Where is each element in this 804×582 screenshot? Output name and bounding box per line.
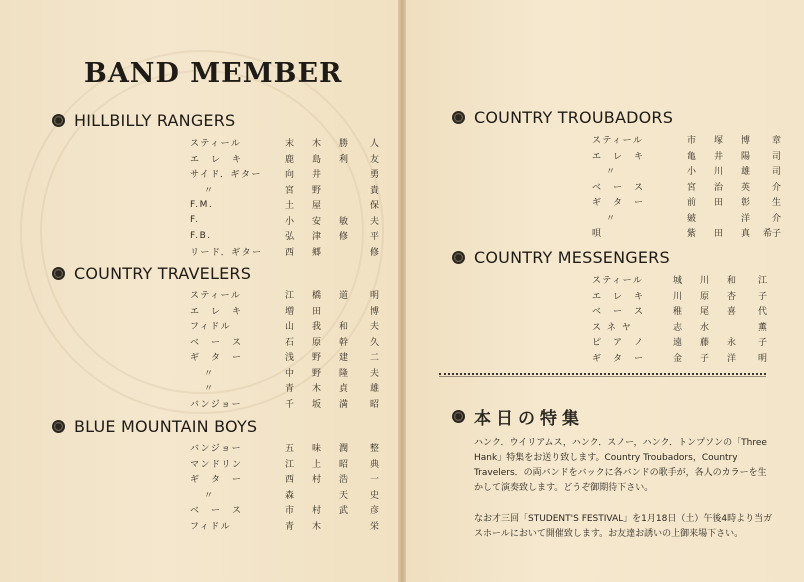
member-name-char: 司	[771, 167, 781, 178]
member-name-char: 希子	[762, 229, 781, 240]
band-country-travelers-title	[52, 264, 251, 283]
member-name-char: 野	[311, 368, 321, 379]
member-name-char: 平	[369, 232, 379, 243]
member-name-char: 隆	[338, 368, 348, 379]
member-name-char: 川	[713, 167, 723, 178]
member-name-char: 保	[369, 201, 379, 212]
member-name-char: 野	[311, 185, 321, 196]
member-row	[190, 502, 379, 518]
member-role: 〃	[606, 213, 617, 224]
member-name-char: 雄	[369, 384, 379, 395]
member-role: 唄	[592, 229, 603, 240]
member-name-char: 司	[771, 151, 781, 162]
member-row	[190, 287, 379, 303]
member-name-char: 敏	[338, 216, 348, 227]
member-name-char: 江	[284, 291, 294, 302]
member-name-char: 市	[686, 136, 696, 147]
member-name-char: 潤	[338, 444, 348, 455]
member-name-char: 博	[369, 306, 379, 317]
member-name-char: 和	[726, 276, 736, 287]
member-role: スティール	[190, 291, 242, 302]
member-row	[190, 166, 379, 182]
member-name-char: 尾	[699, 307, 709, 318]
member-name-char	[330, 244, 357, 260]
member-name-char: 藤	[699, 338, 709, 349]
member-name-char: 山	[284, 322, 294, 333]
member-name-char: 貴	[369, 185, 379, 196]
member-name-char: 洋	[726, 353, 736, 364]
member-name-char: 西	[284, 247, 294, 258]
member-name-char: 杏	[726, 291, 736, 302]
member-role: エ レ キ	[592, 151, 645, 162]
member-name-char: 久	[369, 337, 379, 348]
member-name-char: 貞	[338, 384, 348, 395]
member-row	[190, 349, 379, 365]
member-name-char: 西	[284, 475, 294, 486]
member-name-char: 野	[311, 353, 321, 364]
member-role: エ レ キ	[190, 306, 243, 317]
member-name-char: 利	[338, 154, 348, 165]
member-row	[190, 228, 379, 244]
member-name-char: 川	[699, 276, 709, 287]
member-name-char: 夫	[369, 216, 379, 227]
band-hillbilly-rangers-title	[52, 111, 235, 130]
member-role: マンドリン	[190, 459, 243, 470]
member-name-char: 志	[672, 322, 682, 333]
member-row	[190, 151, 379, 167]
section-divider-line	[439, 376, 766, 377]
member-name-char: 子	[699, 353, 709, 364]
member-name-char: 橋	[311, 291, 321, 302]
member-row	[190, 197, 379, 213]
member-name-char: 夫	[369, 322, 379, 333]
member-name-char: 中	[284, 368, 294, 379]
bullet-icon	[452, 251, 465, 264]
member-name-char: 勝	[338, 139, 348, 150]
bullet-icon	[452, 410, 465, 423]
band-country-messengers-members	[592, 272, 767, 365]
member-name-char: 子	[757, 291, 767, 302]
member-row	[592, 319, 767, 335]
member-role: F.M.	[190, 199, 214, 210]
member-name-char	[330, 166, 357, 182]
member-name-char: 生	[771, 198, 781, 209]
member-name-char: 青	[284, 384, 294, 395]
member-name-char	[330, 303, 357, 319]
member-name-char: 水	[699, 322, 709, 333]
member-role: ベ ー ス	[592, 307, 645, 318]
band-blue-mountain-boys-title	[52, 417, 257, 436]
member-row	[190, 182, 379, 198]
member-role: バンジョー	[190, 399, 243, 410]
member-name-char: 坂	[311, 399, 321, 410]
member-name-char: 末	[284, 139, 294, 150]
member-row	[190, 487, 379, 503]
member-row	[190, 135, 379, 151]
member-role: リード．ギター	[190, 247, 263, 258]
member-name-char: 浅	[284, 353, 294, 364]
member-role: 〃	[204, 384, 215, 395]
member-name-char: 夫	[369, 368, 379, 379]
member-role: 〃	[204, 185, 215, 196]
member-row	[592, 334, 767, 350]
member-name-char: 村	[311, 475, 321, 486]
member-row	[592, 132, 781, 148]
member-name-char: 介	[771, 213, 781, 224]
band-country-troubadors-members	[592, 132, 781, 241]
bullet-icon	[52, 267, 65, 280]
member-name-char: 村	[311, 506, 321, 517]
member-name-char: 木	[311, 139, 321, 150]
member-row	[592, 350, 767, 366]
member-role: エ レ キ	[190, 154, 243, 165]
member-role: フィドル	[190, 521, 232, 532]
member-name-char: 石	[284, 337, 294, 348]
member-name-char: 二	[369, 353, 379, 364]
member-role: スティール	[592, 276, 644, 287]
member-name-char: 介	[771, 182, 781, 193]
feature-title	[452, 404, 584, 429]
member-name-char: 天	[338, 490, 348, 501]
member-role: 〃	[204, 490, 215, 501]
member-name-char: 和	[338, 322, 348, 333]
member-name-char: 宮	[284, 185, 294, 196]
member-name-char: 弘	[284, 232, 294, 243]
member-name-char: 明	[757, 353, 767, 364]
band-name: COUNTRY MESSENGERS	[474, 248, 670, 267]
member-row	[190, 318, 379, 334]
bullet-icon	[52, 114, 65, 127]
member-name-char: 幹	[338, 337, 348, 348]
member-row	[190, 440, 379, 456]
feature-paragraph-2: なお才三回「STUDENT'S FESTIVAL」を1月18日（土）午後4時より当ガスホールにおいて開催致します。お友達お誘いの上御来場下さい。	[474, 514, 773, 539]
band-name: COUNTRY TRAVELERS	[74, 264, 252, 283]
member-name-char: 真	[740, 229, 750, 240]
member-role: エ レ キ	[592, 291, 645, 302]
member-role: バンジョー	[190, 444, 243, 455]
bullet-icon	[52, 420, 65, 433]
member-role: ギ タ ー	[592, 198, 645, 209]
member-name-char: 博	[740, 136, 750, 147]
member-row	[592, 210, 781, 226]
member-name-char: 満	[338, 399, 348, 410]
member-name-char: 上	[311, 459, 321, 470]
member-role: ピ ア ノ	[592, 338, 645, 349]
member-name-char: 稚	[672, 307, 682, 318]
member-name-char: 紫	[686, 229, 696, 240]
member-name-char: 五	[284, 444, 294, 455]
band-country-travelers-members	[190, 287, 379, 411]
member-name-char: 典	[369, 459, 379, 470]
member-name-char: 洋	[740, 213, 750, 224]
band-name: COUNTRY TROUBADORS	[474, 108, 674, 127]
member-row	[190, 244, 379, 260]
member-name-char: 田	[311, 306, 321, 317]
member-name-char: 治	[713, 182, 723, 193]
member-name-char: 増	[284, 306, 294, 317]
member-name-char: 人	[369, 139, 379, 150]
member-row	[592, 179, 781, 195]
member-name-char	[330, 518, 357, 534]
member-role: スティール	[190, 139, 242, 150]
member-name-char: 原	[699, 291, 709, 302]
member-name-char: 英	[740, 182, 750, 193]
member-name-char: 昭	[338, 459, 348, 470]
member-row	[592, 272, 767, 288]
member-name-char: 青	[284, 521, 294, 532]
member-role: ギ タ ー	[592, 353, 645, 364]
member-name-char: 屋	[311, 201, 321, 212]
member-name-char: 皴	[686, 213, 696, 224]
member-name-char: 亀	[686, 151, 696, 162]
member-role: ギ タ ー	[190, 353, 243, 364]
member-name-char: 彰	[740, 198, 750, 209]
member-name-char: 金	[672, 353, 682, 364]
member-row	[190, 380, 379, 396]
member-row	[190, 334, 379, 350]
member-name-char: 田	[713, 229, 723, 240]
page-heading: BAND MEMBER	[84, 58, 343, 89]
member-role: 〃	[204, 368, 215, 379]
member-row	[592, 225, 781, 241]
member-name-char: 章	[771, 136, 781, 147]
member-row	[592, 163, 781, 179]
member-name-char: 土	[284, 201, 294, 212]
member-role: スティール	[592, 136, 644, 147]
member-role: サイド．ギター	[190, 170, 262, 181]
member-name-char: 修	[338, 232, 348, 243]
member-name-char: 宮	[686, 182, 696, 193]
member-name-char: 津	[311, 232, 321, 243]
band-country-troubadors-title	[452, 108, 673, 127]
member-name-char	[330, 197, 357, 213]
feature-title-text: 本日の特集	[474, 409, 584, 429]
member-name-char: 彦	[369, 506, 379, 517]
member-row	[190, 213, 379, 229]
member-name-char: 建	[338, 353, 348, 364]
band-name: HILLBILLY RANGERS	[74, 111, 236, 130]
member-name-char: 一	[369, 475, 379, 486]
member-name-char: 我	[311, 322, 321, 333]
member-row	[190, 396, 379, 412]
member-name-char: 島	[311, 154, 321, 165]
member-name-char: 遠	[672, 338, 682, 349]
page-gutter	[398, 0, 406, 582]
member-role: ベ ー ス	[190, 337, 243, 348]
band-blue-mountain-boys-members	[190, 440, 379, 533]
member-name-char: 前	[686, 198, 696, 209]
member-name-char: 江	[284, 459, 294, 470]
member-name-char: 木	[311, 384, 321, 395]
member-row	[190, 456, 379, 472]
member-name-char: 江	[757, 276, 767, 287]
member-name-char: 小	[686, 167, 696, 178]
member-row	[592, 303, 767, 319]
member-role: 〃	[606, 167, 617, 178]
member-name-char	[330, 182, 357, 198]
member-row	[190, 365, 379, 381]
member-role: フィドル	[190, 322, 232, 333]
member-name-char: 浩	[338, 475, 348, 486]
member-role: ベ ー ス	[190, 506, 243, 517]
member-name-char: 郷	[311, 247, 321, 258]
member-name-char: 森	[284, 490, 294, 501]
member-name-char: 勇	[369, 170, 379, 181]
member-name-char: 代	[757, 307, 767, 318]
member-name-char: 向	[284, 170, 294, 181]
member-name-char: 友	[369, 154, 379, 165]
band-hillbilly-rangers-members	[190, 135, 379, 259]
member-row	[592, 148, 781, 164]
member-name-char: 栄	[369, 521, 379, 532]
member-name-char: 薫	[757, 322, 767, 333]
member-name-char: 永	[726, 338, 736, 349]
member-name-char: 千	[284, 399, 294, 410]
member-name-char: 鹿	[284, 154, 294, 165]
member-name-char: 明	[369, 291, 379, 302]
band-country-messengers-title	[452, 248, 670, 267]
member-name-char: 井	[311, 170, 321, 181]
member-role: ベ ー ス	[592, 182, 645, 193]
member-name-char: 原	[311, 337, 321, 348]
member-name-char	[718, 319, 745, 335]
bullet-icon	[452, 111, 465, 124]
member-name-char: 史	[369, 490, 379, 501]
member-name-char: 安	[311, 216, 321, 227]
member-role: F.B.	[190, 230, 212, 241]
member-name-char: 木	[311, 521, 321, 532]
member-row	[190, 518, 379, 534]
feature-paragraph-1: ハンク．ウイリアムス，ハンク．スノー，ハンク．トンプソンの「Three Hank」特集をお送り致します。Country Troubadors，Country Travelers．の両バンドをバックに各バンドの歌手が，各人のカラーを生かして演奏致します。どうぞ御期待下さい。	[474, 438, 767, 493]
member-row	[190, 471, 379, 487]
member-name-char: 陽	[740, 151, 750, 162]
member-name-char: 武	[338, 506, 348, 517]
member-name-char: 田	[713, 198, 723, 209]
member-name-char: 塚	[713, 136, 723, 147]
member-name-char: 川	[672, 291, 682, 302]
member-role: ス ネ ヤ	[592, 322, 633, 333]
member-name-char	[303, 487, 330, 503]
member-name-char: 雄	[740, 167, 750, 178]
member-name-char: 喜	[726, 307, 736, 318]
member-role: ギ タ ー	[190, 475, 243, 486]
member-row	[190, 303, 379, 319]
member-name-char: 味	[311, 444, 321, 455]
member-row	[592, 288, 767, 304]
member-name-char: 整	[369, 444, 379, 455]
member-name-char: 小	[284, 216, 294, 227]
member-name-char: 修	[369, 247, 379, 258]
section-divider	[439, 373, 766, 375]
member-name-char: 市	[284, 506, 294, 517]
member-name-char: 子	[757, 338, 767, 349]
member-name-char: 城	[672, 276, 682, 287]
member-name-char: 井	[713, 151, 723, 162]
band-name: BLUE MOUNTAIN BOYS	[74, 417, 258, 436]
member-name-char: 昭	[369, 399, 379, 410]
member-name-char: 道	[338, 291, 348, 302]
member-role: F.	[190, 215, 200, 226]
member-row	[592, 194, 781, 210]
member-name-char	[705, 210, 732, 226]
